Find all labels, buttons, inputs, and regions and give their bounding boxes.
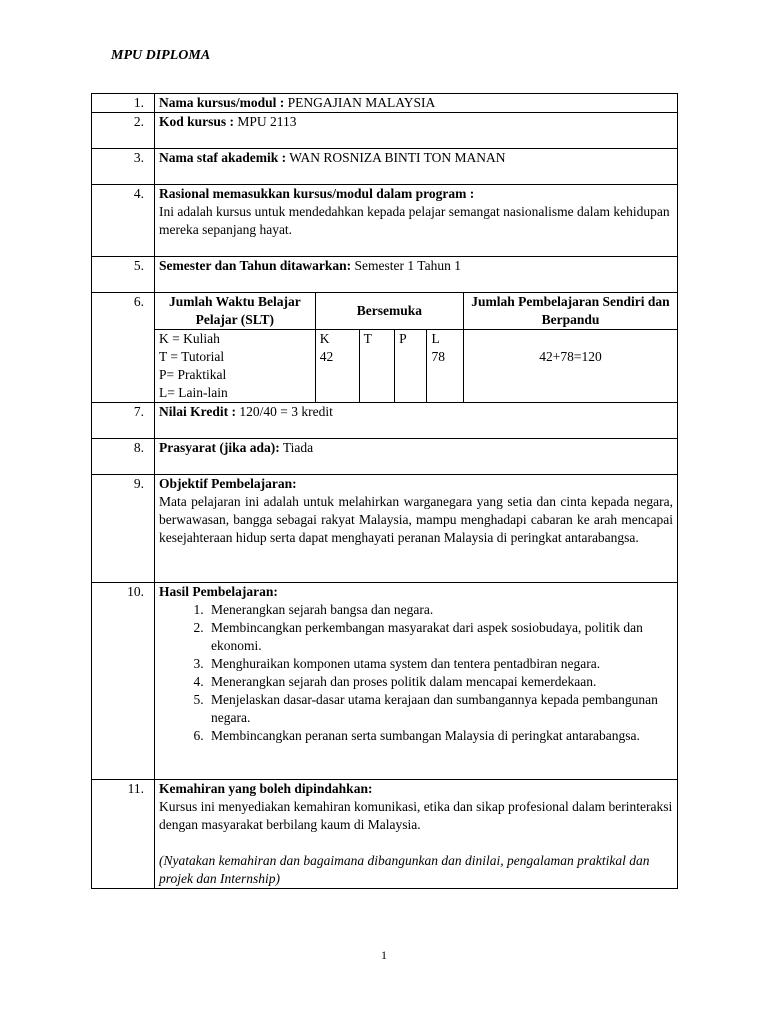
row-number: 9. — [92, 475, 155, 583]
t-label: T — [363, 331, 372, 346]
row-content — [155, 780, 678, 889]
legend-item: K = Kuliah — [159, 331, 220, 346]
row-number: 2. — [92, 113, 155, 149]
table-row — [92, 583, 678, 780]
field-label: Nama staf akademik : — [159, 150, 287, 165]
p-cell — [395, 330, 427, 403]
field-value: MPU 2113 — [237, 114, 297, 129]
document-header: MPU DIPLOMA — [111, 48, 211, 63]
row-content — [155, 403, 678, 439]
row-number: 6. — [92, 293, 155, 403]
field-text: Kursus ini menyediakan kemahiran komunikasi, etika dan sikap profesional dalam berinteraksi dengan masyarakat berbilang kaum di Malaysia. — [159, 799, 673, 832]
table-row — [92, 293, 678, 403]
k-label: K — [319, 331, 330, 346]
row-content — [155, 583, 678, 780]
field-value: Tiada — [282, 440, 314, 455]
p-label: P — [399, 331, 407, 346]
t-cell — [359, 330, 394, 403]
list-item: 3. Menghuraikan komponen utama system dan tentera pentadbiran negara. — [207, 655, 673, 673]
row-number: 1. — [92, 94, 155, 113]
list-item: 2. Membincangkan perkembangan masyarakat dari aspek sosiobudaya, politik dan ekonomi. — [207, 619, 673, 655]
field-label: Hasil Pembelajaran: — [159, 584, 278, 599]
row-number: 3. — [92, 149, 155, 185]
table-row — [92, 257, 678, 293]
table-row — [92, 403, 678, 439]
slt-legend — [155, 330, 315, 403]
total-cell: 42+78=120 — [463, 330, 677, 403]
table-row — [92, 113, 678, 149]
field-label: Kemahiran yang boleh dipindahkan: — [159, 781, 373, 796]
row-content — [155, 293, 678, 403]
table-row — [92, 94, 678, 113]
list-item: 1. Menerangkan sejarah bangsa dan negara. — [207, 601, 673, 619]
table-row — [92, 185, 678, 257]
l-value: 78 — [431, 349, 445, 364]
row-content — [155, 149, 678, 185]
list-item: 5. Menjelaskan dasar-dasar utama kerajaan dan sumbangannya kepada pembangunan negara. — [207, 691, 673, 727]
legend-item: L= Lain-lain — [159, 385, 228, 400]
row-number: 8. — [92, 439, 155, 475]
field-label: Rasional memasukkan kursus/modul dalam program : — [159, 186, 475, 201]
k-cell — [315, 330, 359, 403]
row-number: 7. — [92, 403, 155, 439]
row-content — [155, 475, 678, 583]
field-label: Nilai Kredit : — [159, 404, 236, 419]
row-number: 10. — [92, 583, 155, 780]
field-value: PENGAJIAN MALAYSIA — [287, 95, 436, 110]
row-content — [155, 185, 678, 257]
row-number: 5. — [92, 257, 155, 293]
course-info-table — [91, 93, 678, 889]
field-label: Nama kursus/modul : — [159, 95, 285, 110]
row-content — [155, 113, 678, 149]
list-item: 4. Menerangkan sejarah dan proses politik dalam mencapai kemerdekaan. — [207, 673, 673, 691]
row-content — [155, 94, 678, 113]
field-note: (Nyatakan kemahiran dan bagaimana dibangunkan dan dinilai, pengalaman praktikal dan projek dan Internship) — [159, 853, 650, 886]
field-label: Prasyarat (jika ada): — [159, 440, 280, 455]
table-row — [92, 475, 678, 583]
row-number: 11. — [92, 780, 155, 889]
row-content — [155, 257, 678, 293]
row-content — [155, 439, 678, 475]
field-text: Mata pelajaran ini adalah untuk melahirkan warganegara yang setia dan cinta kepada negara, berwawasan, bangga sebagai rakyat Malaysia, mampu menghadapi cabaran ke arah mencapai kesejahteraan hidup serta dapat menghayati peranan Malaysia di peringkat antarabangsa. — [159, 494, 673, 545]
table-row — [92, 780, 678, 889]
slt-table — [155, 293, 677, 402]
l-cell — [427, 330, 464, 403]
row-number: 4. — [92, 185, 155, 257]
field-label: Kod kursus : — [159, 114, 235, 129]
slt-header: Jumlah Waktu Belajar Pelajar (SLT) — [155, 293, 315, 330]
field-label: Semester dan Tahun ditawarkan: — [159, 258, 352, 273]
field-text: Ini adalah kursus untuk mendedahkan kepada pelajar semangat nasionalisme dalam kehidupan mereka sepanjang hayat. — [159, 204, 670, 237]
bersemuka-header: Bersemuka — [315, 293, 463, 330]
table-row — [92, 149, 678, 185]
field-value: WAN ROSNIZA BINTI TON MANAN — [289, 150, 506, 165]
legend-item: T = Tutorial — [159, 349, 225, 364]
legend-item: P= Praktikal — [159, 367, 227, 382]
learning-outcomes-list — [159, 601, 673, 745]
list-item: 6. Membincangkan peranan serta sumbangan Malaysia di peringkat antarabangsa. — [207, 727, 673, 745]
self-learning-header: Jumlah Pembelajaran Sendiri dan Berpandu — [463, 293, 677, 330]
l-label: L — [431, 331, 440, 346]
k-value: 42 — [319, 349, 334, 364]
table-row — [92, 439, 678, 475]
field-value: 120/40 = 3 kredit — [239, 404, 333, 419]
field-value: Semester 1 Tahun 1 — [354, 258, 461, 273]
page-number: 1 — [381, 948, 387, 962]
field-label: Objektif Pembelajaran: — [159, 476, 297, 491]
